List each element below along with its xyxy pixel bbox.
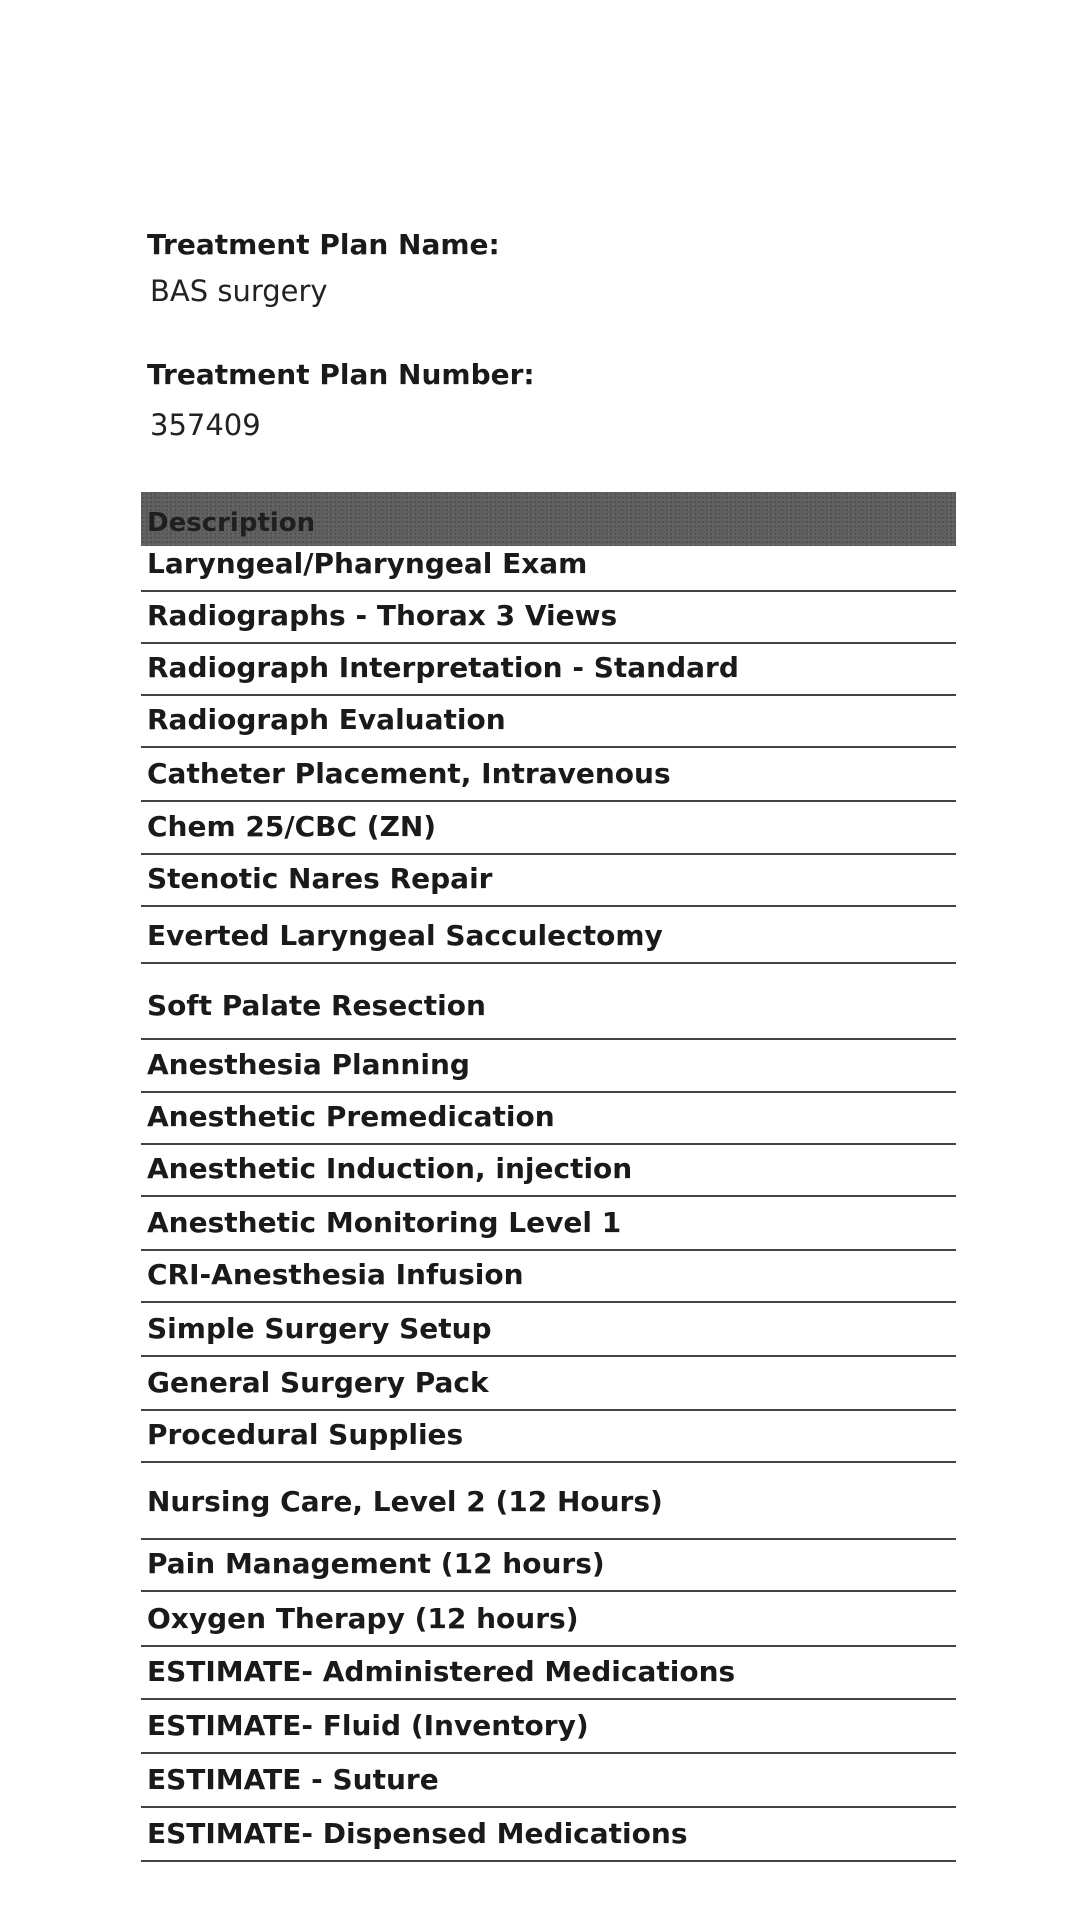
table-cell: Soft Palate Resection bbox=[147, 989, 486, 1022]
table-cell: Catheter Placement, Intravenous bbox=[147, 757, 671, 790]
table-row bbox=[141, 1754, 956, 1808]
table-row bbox=[141, 1357, 956, 1411]
table-header bbox=[141, 492, 956, 546]
table-cell: Radiograph Evaluation bbox=[147, 703, 506, 736]
table-row bbox=[141, 1540, 956, 1592]
table-cell: Simple Surgery Setup bbox=[147, 1312, 492, 1345]
table-cell: ESTIMATE - Suture bbox=[147, 1763, 439, 1796]
table-header-description: Description bbox=[147, 508, 316, 538]
table-row bbox=[141, 1592, 956, 1647]
table-cell: Laryngeal/Pharyngeal Exam bbox=[147, 547, 588, 580]
table-cell: Anesthetic Premedication bbox=[147, 1100, 555, 1133]
table-cell: CRI-Anesthesia Infusion bbox=[147, 1258, 524, 1291]
table-cell: Radiograph Interpretation - Standard bbox=[147, 651, 739, 684]
table-row bbox=[141, 1093, 956, 1145]
table-cell: General Surgery Pack bbox=[147, 1366, 489, 1399]
table-cell: Chem 25/CBC (ZN) bbox=[147, 810, 437, 843]
table-row bbox=[141, 1145, 956, 1197]
table-cell: ESTIMATE- Administered Medications bbox=[147, 1655, 736, 1688]
table-row bbox=[141, 1647, 956, 1700]
table-cell: Radiographs - Thorax 3 Views bbox=[147, 599, 618, 632]
table-row bbox=[141, 748, 956, 802]
table-cell: Stenotic Nares Repair bbox=[147, 862, 493, 895]
table-row bbox=[141, 1040, 956, 1093]
table-cell: Everted Laryngeal Sacculectomy bbox=[147, 919, 663, 952]
table-cell: Nursing Care, Level 2 (12 Hours) bbox=[147, 1485, 663, 1518]
table-row bbox=[141, 546, 956, 592]
table-cell: Anesthetic Monitoring Level 1 bbox=[147, 1206, 622, 1239]
plan-name-value: BAS surgery bbox=[150, 274, 328, 308]
table-row bbox=[141, 1197, 956, 1251]
table-row bbox=[141, 592, 956, 644]
table-cell: Oxygen Therapy (12 hours) bbox=[147, 1602, 579, 1635]
table-cell: ESTIMATE- Dispensed Medications bbox=[147, 1817, 688, 1850]
table-cell: Pain Management (12 hours) bbox=[147, 1547, 605, 1580]
plan-number-label: Treatment Plan Number: bbox=[147, 358, 535, 391]
table-row bbox=[141, 855, 956, 907]
table-row bbox=[141, 907, 956, 964]
table-row bbox=[141, 644, 956, 696]
table-cell: Procedural Supplies bbox=[147, 1418, 464, 1451]
table-row bbox=[141, 1303, 956, 1357]
plan-name-label: Treatment Plan Name: bbox=[147, 228, 500, 261]
table-cell: ESTIMATE- Fluid (Inventory) bbox=[147, 1709, 589, 1742]
table-row bbox=[141, 1700, 956, 1754]
plan-number-value: 357409 bbox=[150, 408, 261, 442]
table-row bbox=[141, 1411, 956, 1463]
table-cell: Anesthetic Induction, injection bbox=[147, 1152, 633, 1185]
table-row bbox=[141, 1808, 956, 1862]
table-row bbox=[141, 1251, 956, 1303]
table-row bbox=[141, 696, 956, 748]
table-row bbox=[141, 964, 956, 1040]
table-row bbox=[141, 1463, 956, 1540]
table-cell: Anesthesia Planning bbox=[147, 1048, 470, 1081]
table-row bbox=[141, 802, 956, 855]
